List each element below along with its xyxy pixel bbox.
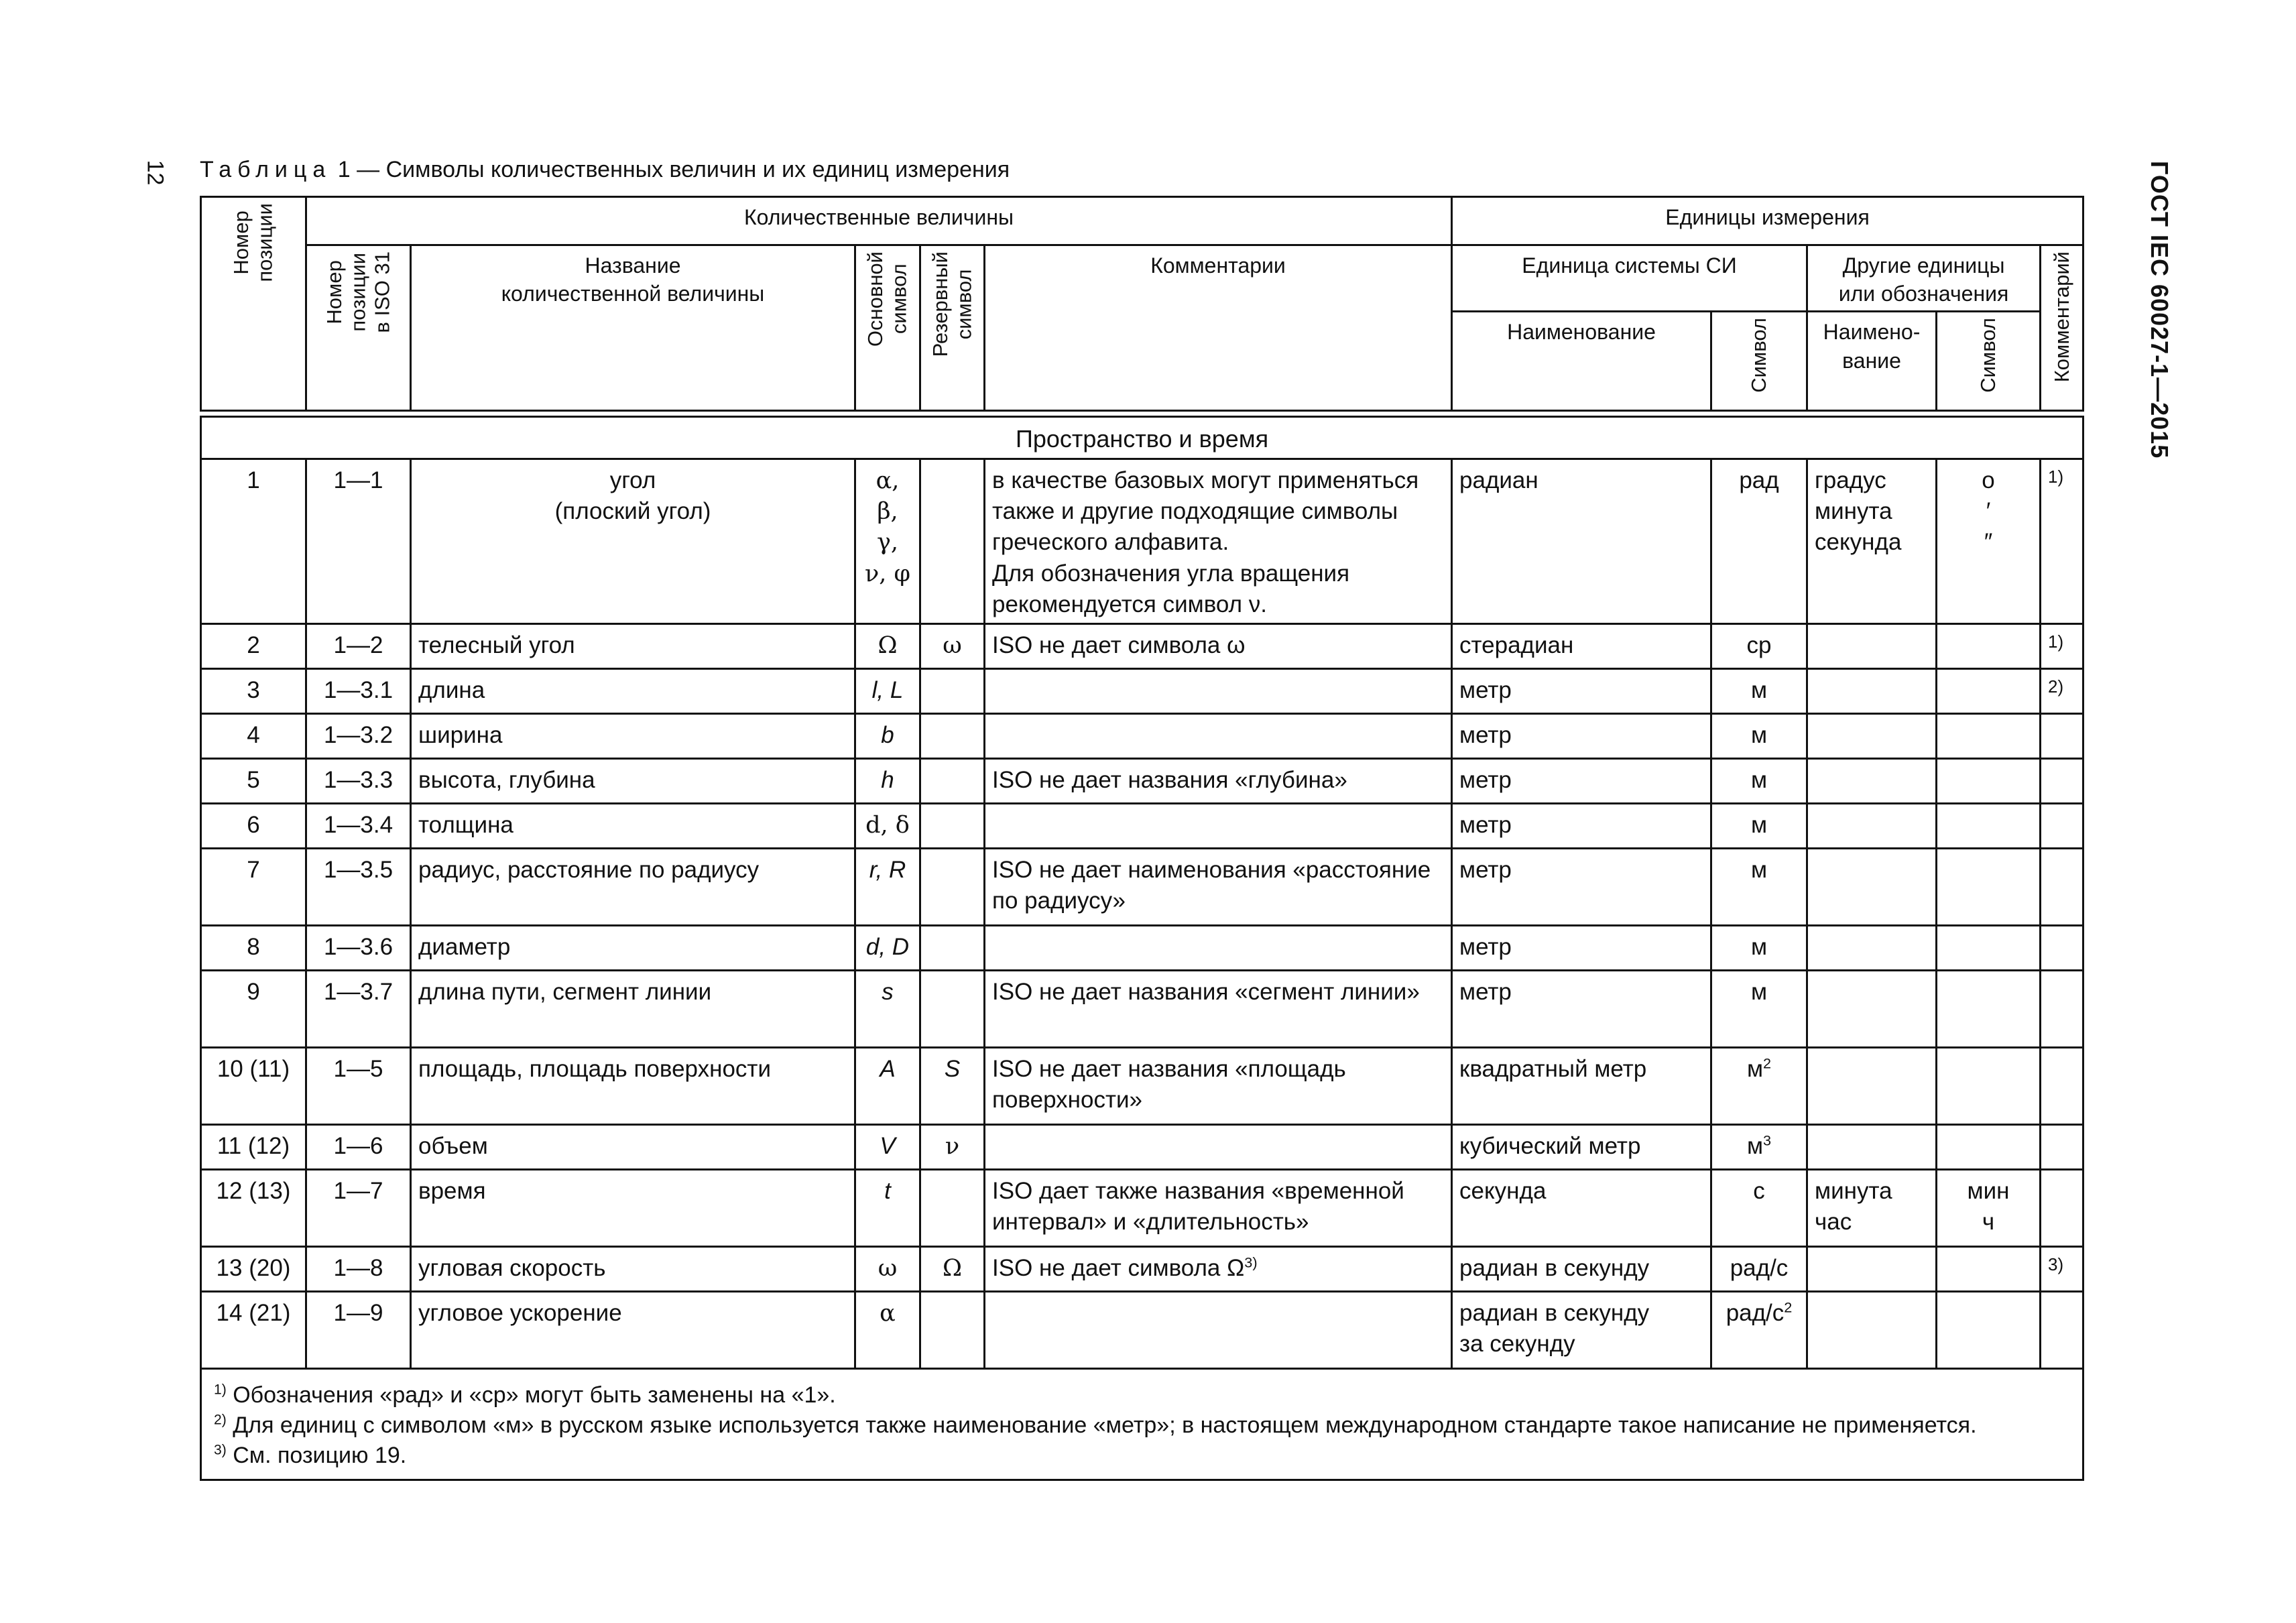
- iso-position-cell: 1—2: [306, 623, 411, 668]
- comment-cell: [985, 668, 1452, 713]
- other-name-cell: [1807, 1246, 1937, 1291]
- quantity-name-cell: длина: [411, 668, 855, 713]
- main-symbol-cell: d, D: [855, 925, 920, 970]
- position-cell: 5: [201, 758, 306, 803]
- si-name-cell: стерадиан: [1452, 623, 1711, 668]
- reserve-symbol-cell: Ω: [920, 1246, 985, 1291]
- other-symbol-cell: мин ч: [1937, 1169, 2041, 1246]
- table-row: [201, 1124, 2083, 1169]
- header-iso-position: Номер позиции в ISO 31: [306, 245, 411, 411]
- iso-position-cell: 1—7: [306, 1169, 411, 1246]
- main-symbol-cell: α, β, γ, ν, φ: [855, 459, 920, 623]
- iso-position-cell: 1—5: [306, 1047, 411, 1124]
- other-name-cell: минута час: [1807, 1169, 1937, 1246]
- reserve-symbol-cell: [920, 668, 985, 713]
- si-symbol-cell: м: [1711, 803, 1807, 848]
- table-row: [201, 848, 2083, 925]
- other-symbol-cell: [1937, 1124, 2041, 1169]
- reserve-symbol-cell: [920, 758, 985, 803]
- quantity-name-cell: объем: [411, 1124, 855, 1169]
- reserve-symbol-cell: [920, 970, 985, 1047]
- iso-position-cell: 1—6: [306, 1124, 411, 1169]
- si-symbol-cell: м: [1711, 925, 1807, 970]
- note-cell: [2041, 1291, 2083, 1368]
- quantity-name-cell: площадь, площадь поверхности: [411, 1047, 855, 1124]
- other-name-cell: [1807, 758, 1937, 803]
- table-row: [201, 1169, 2083, 1246]
- si-symbol-cell: м: [1711, 713, 1807, 758]
- main-symbol-cell: l, L: [855, 668, 920, 713]
- si-name-cell: метр: [1452, 713, 1711, 758]
- footnote-1: $^{1)}$ Обозначения «рад» и «ср» могут быть заменены на «1».: [214, 1382, 836, 1408]
- note-cell: [2041, 1047, 2083, 1124]
- header-position-number: Номер позиции: [201, 197, 306, 411]
- table-row: [201, 925, 2083, 970]
- quantity-name-cell: радиус, расстояние по радиусу: [411, 848, 855, 925]
- table-row: [201, 668, 2083, 713]
- si-name-cell: радиан в секунду за секунду: [1452, 1291, 1711, 1368]
- position-cell: 12 (13): [201, 1169, 306, 1246]
- si-symbol-cell: м: [1711, 758, 1807, 803]
- other-symbol-cell: [1937, 623, 2041, 668]
- other-name-cell: [1807, 668, 1937, 713]
- other-symbol-cell: [1937, 758, 2041, 803]
- other-symbol-cell: [1937, 1047, 2041, 1124]
- other-symbol-cell: [1937, 803, 2041, 848]
- si-name-cell: квадратный метр: [1452, 1047, 1711, 1124]
- note-cell: [2041, 803, 2083, 848]
- table-row: [201, 459, 2083, 623]
- other-name-cell: [1807, 1047, 1937, 1124]
- position-cell: 6: [201, 803, 306, 848]
- iso-position-cell: 1—3.2: [306, 713, 411, 758]
- comment-cell: [985, 803, 1452, 848]
- si-symbol-cell: рад/$с^2$: [1711, 1291, 1807, 1368]
- other-symbol-cell: [1937, 1291, 2041, 1368]
- position-cell: 4: [201, 713, 306, 758]
- main-symbol-cell: α: [855, 1291, 920, 1368]
- main-symbol-cell: b: [855, 713, 920, 758]
- note-cell: [2041, 925, 2083, 970]
- si-symbol-cell: м: [1711, 970, 1807, 1047]
- header-si-name: Наименование: [1452, 312, 1711, 411]
- header-quantities: Количественные величины: [306, 197, 1452, 245]
- si-symbol-cell: м: [1711, 668, 1807, 713]
- other-symbol-cell: [1937, 970, 2041, 1047]
- reserve-symbol-cell: [920, 803, 985, 848]
- comment-cell: ISO не дает названия «глубина»: [985, 758, 1452, 803]
- iso-position-cell: 1—3.4: [306, 803, 411, 848]
- other-name-cell: [1807, 623, 1937, 668]
- page-number: 12: [142, 160, 168, 186]
- footnotes: [201, 1368, 2083, 1480]
- position-cell: 1: [201, 459, 306, 623]
- quantity-name-cell: угловое ускорение: [411, 1291, 855, 1368]
- other-name-cell: градус минута секунда: [1807, 459, 1937, 623]
- header-si-symbol: Символ: [1711, 312, 1807, 411]
- comment-cell: ISO не дает символа ω: [985, 623, 1452, 668]
- comment-cell: в качестве базовых могут применяться также и другие подходящие символы греческого алфавита. Для обозначения угла вращения рекомендуется символ ν.: [985, 459, 1452, 623]
- main-symbol-cell: t: [855, 1169, 920, 1246]
- table-row: [201, 1246, 2083, 1291]
- table-row: [201, 1291, 2083, 1368]
- si-symbol-cell: $м^2$: [1711, 1047, 1807, 1124]
- comment-cell: [985, 713, 1452, 758]
- si-name-cell: радиан: [1452, 459, 1711, 623]
- si-symbol-cell: рад/с: [1711, 1246, 1807, 1291]
- table-row: [201, 623, 2083, 668]
- position-cell: 8: [201, 925, 306, 970]
- quantity-name-cell: толщина: [411, 803, 855, 848]
- standard-id: ГОСТ IEC 60027-1—2015: [2146, 161, 2173, 459]
- comment-cell: [985, 1291, 1452, 1368]
- main-symbol-cell: s: [855, 970, 920, 1047]
- header-comments: Комментарии: [985, 245, 1452, 411]
- table-row: [201, 758, 2083, 803]
- header-main-symbol: Основной символ: [855, 245, 920, 411]
- header-other-units: Другие единицы или обозначения: [1807, 245, 2041, 312]
- note-cell: [2041, 848, 2083, 925]
- reserve-symbol-cell: [920, 925, 985, 970]
- note-cell: 1): [2041, 623, 2083, 668]
- position-cell: 2: [201, 623, 306, 668]
- position-cell: 7: [201, 848, 306, 925]
- other-name-cell: [1807, 925, 1937, 970]
- comment-cell: ISO не дает символа $\Omega^{3)}$: [985, 1246, 1452, 1291]
- note-cell: [2041, 1124, 2083, 1169]
- position-cell: 10 (11): [201, 1047, 306, 1124]
- si-symbol-cell: $м^3$: [1711, 1124, 1807, 1169]
- header-reserve-symbol: Резервный символ: [920, 245, 985, 411]
- other-symbol-cell: [1937, 713, 2041, 758]
- main-symbol-cell: r, R: [855, 848, 920, 925]
- table-row: [201, 970, 2083, 1047]
- note-cell: 2): [2041, 668, 2083, 713]
- position-cell: 13 (20): [201, 1246, 306, 1291]
- main-symbol-cell: ω: [855, 1246, 920, 1291]
- si-name-cell: метр: [1452, 848, 1711, 925]
- reserve-symbol-cell: [920, 713, 985, 758]
- note-cell: 3): [2041, 1246, 2083, 1291]
- table-row: [201, 713, 2083, 758]
- note-cell: [2041, 758, 2083, 803]
- reserve-symbol-cell: ν: [920, 1124, 985, 1169]
- quantity-name-cell: время: [411, 1169, 855, 1246]
- iso-position-cell: 1—3.1: [306, 668, 411, 713]
- symbols-table: [200, 196, 2084, 1481]
- header-other-name: Наимено- вание: [1807, 312, 1937, 411]
- table-row: [201, 1047, 2083, 1124]
- comment-cell: ISO не дает названия «площадь поверхности»: [985, 1047, 1452, 1124]
- table-caption-label: Таблица: [200, 157, 332, 182]
- other-symbol-cell: [1937, 1246, 2041, 1291]
- quantity-name-cell: длина пути, сегмент линии: [411, 970, 855, 1047]
- comment-cell: ISO не дает названия «сегмент линии»: [985, 970, 1452, 1047]
- iso-position-cell: 1—3.7: [306, 970, 411, 1047]
- footnote-3: $^{3)}$ См. позицию 19.: [214, 1442, 407, 1468]
- comment-cell: [985, 1124, 1452, 1169]
- si-name-cell: метр: [1452, 758, 1711, 803]
- other-name-cell: [1807, 970, 1937, 1047]
- quantity-name-cell: угловая скорость: [411, 1246, 855, 1291]
- reserve-symbol-cell: [920, 1169, 985, 1246]
- other-name-cell: [1807, 1291, 1937, 1368]
- si-name-cell: метр: [1452, 925, 1711, 970]
- position-cell: 11 (12): [201, 1124, 306, 1169]
- iso-position-cell: 1—8: [306, 1246, 411, 1291]
- note-cell: 1): [2041, 459, 2083, 623]
- iso-position-cell: 1—1: [306, 459, 411, 623]
- iso-position-cell: 1—9: [306, 1291, 411, 1368]
- reserve-symbol-cell: [920, 848, 985, 925]
- si-name-cell: кубический метр: [1452, 1124, 1711, 1169]
- note-cell: [2041, 1169, 2083, 1246]
- position-cell: 9: [201, 970, 306, 1047]
- si-symbol-cell: с: [1711, 1169, 1807, 1246]
- reserve-symbol-cell: [920, 1291, 985, 1368]
- si-name-cell: метр: [1452, 970, 1711, 1047]
- other-name-cell: [1807, 848, 1937, 925]
- table-caption-text: 1 — Символы количественных величин и их единиц измерения: [337, 157, 1010, 182]
- si-name-cell: метр: [1452, 803, 1711, 848]
- header-units: Единицы измерения: [1452, 197, 2083, 245]
- reserve-symbol-cell: ω: [920, 623, 985, 668]
- other-name-cell: [1807, 803, 1937, 848]
- note-cell: [2041, 970, 2083, 1047]
- quantity-name-cell: угол (плоский угол): [411, 459, 855, 623]
- main-symbol-cell: V: [855, 1124, 920, 1169]
- comment-cell: ISO не дает наименования «расстояние по радиусу»: [985, 848, 1452, 925]
- main-symbol-cell: A: [855, 1047, 920, 1124]
- header-quantity-name: Название количественной величины: [411, 245, 855, 411]
- note-cell: [2041, 713, 2083, 758]
- iso-position-cell: 1—3.6: [306, 925, 411, 970]
- reserve-symbol-cell: S: [920, 1047, 985, 1124]
- header-si-unit: Единица системы СИ: [1452, 245, 1807, 312]
- si-name-cell: метр: [1452, 668, 1711, 713]
- main-symbol-cell: Ω: [855, 623, 920, 668]
- quantity-name-cell: ширина: [411, 713, 855, 758]
- table-row: [201, 803, 2083, 848]
- main-symbol-cell: d, δ: [855, 803, 920, 848]
- other-symbol-cell: [1937, 668, 2041, 713]
- position-cell: 3: [201, 668, 306, 713]
- header-other-symbol: Символ: [1937, 312, 2041, 411]
- main-symbol-cell: h: [855, 758, 920, 803]
- quantity-name-cell: телесный угол: [411, 623, 855, 668]
- si-symbol-cell: м: [1711, 848, 1807, 925]
- footnote-2: $^{2)}$ Для единиц с символом «м» в русском языке используется также наименование «метр»; в настоящем международном стандарте такое написание не применяется.: [214, 1412, 1977, 1438]
- quantity-name-cell: высота, глубина: [411, 758, 855, 803]
- quantity-name-cell: диаметр: [411, 925, 855, 970]
- table-caption: [200, 157, 1010, 183]
- other-symbol-cell: [1937, 848, 2041, 925]
- comment-cell: [985, 925, 1452, 970]
- comment-cell: ISO дает также названия «временной интервал» и «длительность»: [985, 1169, 1452, 1246]
- iso-position-cell: 1—3.3: [306, 758, 411, 803]
- other-symbol-cell: o ′ ″: [1937, 459, 2041, 623]
- iso-position-cell: 1—3.5: [306, 848, 411, 925]
- si-symbol-cell: рад: [1711, 459, 1807, 623]
- other-name-cell: [1807, 713, 1937, 758]
- header-comment: Комментарий: [2041, 245, 2083, 411]
- other-name-cell: [1807, 1124, 1937, 1169]
- reserve-symbol-cell: [920, 459, 985, 623]
- position-cell: 14 (21): [201, 1291, 306, 1368]
- other-symbol-cell: [1937, 925, 2041, 970]
- si-symbol-cell: ср: [1711, 623, 1807, 668]
- si-name-cell: секунда: [1452, 1169, 1711, 1246]
- section-title: Пространство и время: [201, 417, 2083, 459]
- si-name-cell: радиан в секунду: [1452, 1246, 1711, 1291]
